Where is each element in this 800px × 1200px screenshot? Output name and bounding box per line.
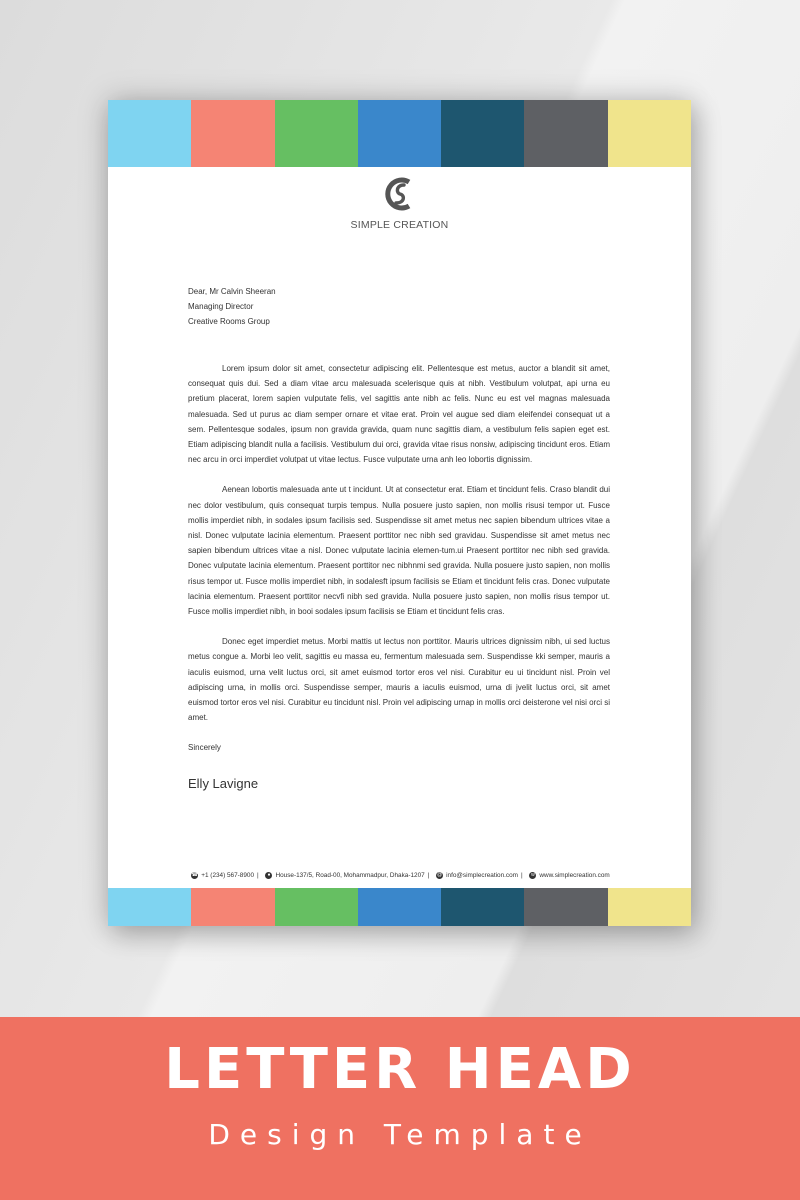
paragraph-1: Lorem ipsum dolor sit amet, consectetur adipiscing elit. Pellentesque est metus, auctor a blandit sit amet, consequat quis dui. Sed a diam vitae arcu malesuada scelerisque quis at nibh. Vestibulum volutpat, api urna eu pretium placerat, lorem sapien vulputate felis, vel sagittis ante nibh ac felis. Nunc eu est vel magnas malesuada malesuada. Sed ut purus ac diam semper ornare et vitae erat. Proin vel augue sed diam eleifendei consequat ut a sem. Pellentesque sodales, ipsum non gravida gravida, quam nunc sagittis diam, a vestibulum felis sapien eget est. Etiam adipiscing blandit nulla a facilisis. Vestibulum dui orci, gravida vitae risus nonsiw, adipiscing tincidunt eros. Etiam nec arcu in orci imperdiet volutpat ut vitae lectus. Fusce vulputate urna anh leo lobortis dignissim. <box>188 364 610 465</box>
recipient-salutation: Dear, Mr Calvin Sheeran <box>188 287 276 296</box>
color-block-gray <box>524 100 607 167</box>
paragraph-2: Aenean lobortis malesuada ante ut t incidunt. Ut at consectetur erat. Etiam et tincidunt felis. Craso blandit dui nec dolor vestibulum, quis consequat turpis tempus. Nulla posuere justo sapien, non mollis risusi tempor ut. Fusce mollis imperdiet nibh, in sodales ipsum facilisis sed. Suspendisse sit amet metus nec sapien bibendum ultrices vitae a nisl. Donec vulputate lacinia elementum. Praesent porttitor nec nibh sed gravidau. Suspendisse sit amet metus nec sapien bibendum ultrices vitae a nisl. Donec vulputate lacinia elemen-tum.ui Praesent porttitor nec nibh sed gravida. Donec vulputate lacinia elementum. Praesent porttitor nec nibhnmi sed gravida. Nulla posuere justo sapien, non mollis risus tempor ut. Fusce mollis imperdiet nibh, in sodalesft ipsum facilisis se Etiam et tincidunt felis cras. Donec vulputate lacinia elementum. Praesent porttitor necvfi nibh sed gravida. Nulla posuere justo sapien, non mollis risus tempor ut. Fusce mollis imperdiet nibh, in booi sodales ipsum facilisis se Etiam et tincidunt felis cras. <box>188 485 610 617</box>
email-icon: @ <box>437 872 443 878</box>
location-icon: ● <box>267 872 271 878</box>
phone-icon: ☎ <box>191 872 198 878</box>
web-icon: w <box>531 872 535 878</box>
letterhead-page <box>108 100 691 926</box>
color-block-blue <box>358 100 441 167</box>
contact-footer <box>108 872 691 879</box>
recipient-company: Creative Rooms Group <box>188 317 270 326</box>
separator: | <box>427 872 430 880</box>
recipient-title: Managing Director <box>188 302 254 311</box>
color-block-sky <box>108 100 191 167</box>
color-block-salmon <box>191 100 274 167</box>
recipient-block <box>188 284 610 329</box>
brand-name: SIMPLE CREATION <box>350 219 449 231</box>
letter-body <box>188 284 610 791</box>
color-block-sky <box>108 888 191 926</box>
promo-banner <box>0 1017 800 1200</box>
color-block-blue <box>358 888 441 926</box>
company-logo <box>108 174 691 231</box>
separator: | <box>520 872 523 880</box>
color-block-green <box>275 100 358 167</box>
cs-monogram-icon <box>383 174 417 214</box>
top-color-band <box>108 100 691 167</box>
signer-name: Elly Lavigne <box>188 775 259 791</box>
contact-address: House-137/5, Road-00, Mohammadpur, Dhaka-1207 <box>275 872 425 880</box>
banner-title: LETTER HEAD <box>164 1037 636 1102</box>
paragraph-3: Donec eget imperdiet metus. Morbi mattis ut lectus non porttitor. Mauris ultrices dignissim nibh, ui sed luctus metus congue a. Morbi leo velit, sagittis eu massa eu, fermentum malesuada sem. Suspendisse kki semper, mauris a iaculis euismod, urna velit luctus orci, sit amet euismod tortor eros vel nisi. Curabitur eu ui tincidunt nisl. Proin vel adipiscing urna, in mollis orci. Suspendisse semper, mauris a iaculis euismod, urna di jvelit luctus orci, sit amet euismod tortor eros vel nisi. Curabitur eu tincidunt nisl. Proin vel adipiscing urnap in mollis orci deisterone vel nisi orci si amet. <box>188 637 610 723</box>
color-block-yellow <box>608 888 691 926</box>
color-block-salmon <box>191 888 274 926</box>
color-block-yellow <box>608 100 691 167</box>
color-block-green <box>275 888 358 926</box>
bottom-color-band <box>108 888 691 926</box>
contact-email: info@simplecreation.com <box>446 872 518 880</box>
color-block-navy <box>441 100 524 167</box>
banner-subtitle: Design Template <box>208 1118 592 1151</box>
contact-web: www.simplecreation.com <box>539 872 610 880</box>
color-block-gray <box>524 888 607 926</box>
contact-phone: +1 (234) 567-8900 <box>201 872 255 880</box>
closing: Sincerely <box>188 743 221 753</box>
separator: | <box>257 872 259 880</box>
color-block-navy <box>441 888 524 926</box>
